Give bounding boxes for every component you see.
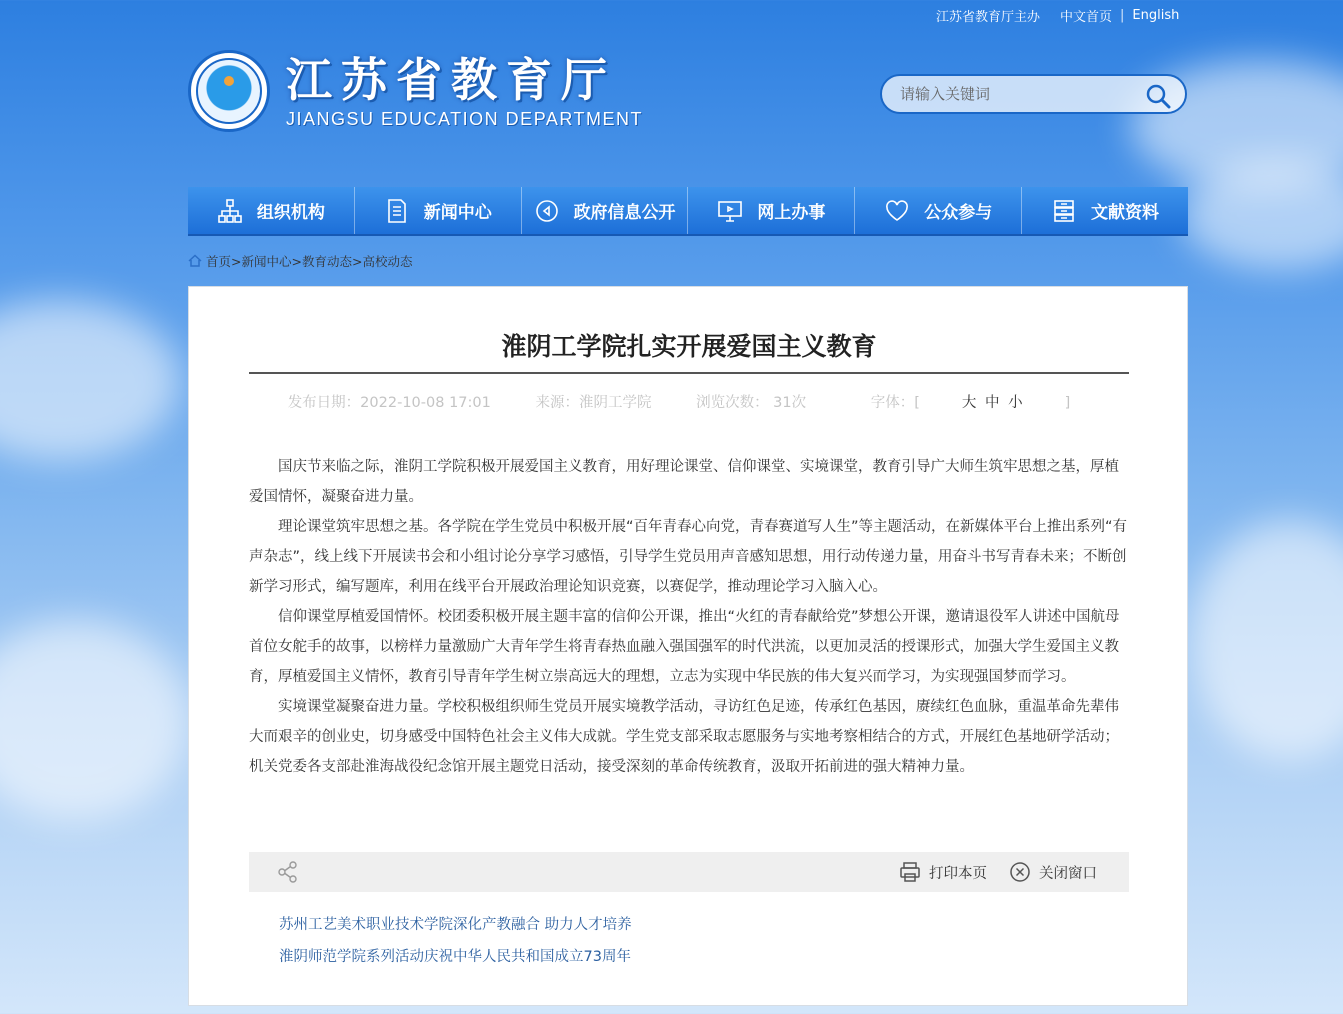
breadcrumb-home[interactable]: 首页 — [206, 254, 232, 269]
search-box — [880, 74, 1187, 114]
org-chart-icon — [217, 198, 243, 224]
search-icon[interactable] — [1145, 83, 1171, 109]
related-links — [279, 909, 632, 973]
archive-icon — [1051, 198, 1077, 224]
logo-name-en: JIANGSU EDUCATION DEPARTMENT — [286, 108, 644, 129]
nav-item-news[interactable] — [355, 187, 522, 234]
nav-item-label: 网上办事 — [757, 203, 826, 223]
nav-item-gov-info[interactable] — [522, 187, 689, 234]
heart-icon — [884, 198, 910, 224]
breadcrumb-sep: > — [231, 253, 242, 269]
play-circle-icon — [534, 198, 560, 224]
close-window-button[interactable] — [1009, 852, 1097, 892]
nav-item-online-service[interactable] — [688, 187, 855, 234]
nav-item-label: 政府信息公开 — [573, 203, 676, 223]
top-link-separator: | — [1120, 8, 1125, 23]
home-cn-link[interactable]: 中文首页 — [1060, 10, 1113, 25]
article-paragraph: 理论课堂筑牢思想之基。各学院在学生党员中积极开展“百年青春心向党，青春赛道写人生”等主题活动，在新媒体平台上推出系列“有声杂志”，线上线下开展读书会和小组讨论分享学习感悟，引导学生党员用声音感知思想，用行动传递力量，用奋斗书写青春未来；不断创新学习形式，编写题库，利用在线平台开展政治理论知识竞赛，以赛促学，推动理论学习入脑入心。 — [249, 519, 1128, 595]
article-paragraph: 实境课堂凝聚奋进力量。学校积极组织师生党员开展实境教学活动，寻访红色足迹，传承红色基因，赓续红色血脉，重温革命先辈伟大而艰辛的创业史，切身感受中国特色社会主义伟大成就。学生党支部采取志愿服务与实地考察相结合的方式，开展红色基地研学活动；机关党委各支部赴淮海战役纪念馆开展主题党日活动，接受深刻的革命传统教育，汲取开拓前进的强大精神力量。 — [249, 699, 1119, 775]
close-label: 关闭窗口 — [1039, 865, 1097, 882]
host-text: 江苏省教育厅主办 — [936, 10, 1041, 25]
font-small-button[interactable]: 小 — [1008, 395, 1023, 411]
home-icon — [188, 254, 202, 268]
monitor-icon — [717, 198, 743, 224]
article-title: 淮阴工学院扎实开展爱国主义教育 — [501, 332, 877, 361]
article-paragraph: 信仰课堂厚植爱国情怀。校团委积极开展主题丰富的信仰公开课，推出“火红的青春献给党”梦想公开课，邀请退役军人讲述中国航母首位女舵手的故事，以榜样力量激励广大青年学生将青春热血融入强国强军的时代洪流，以更加灵活的授课形式，加强大学生爱国主义教育，厚植爱国主义情怀，教育引导青年学生树立崇高远大的理想，立志为实现中华民族的伟大复兴而学习，为实现强国梦而学习。 — [249, 609, 1120, 685]
view-count: 浏览次数： 31次 — [696, 395, 807, 411]
cloud-decoration — [1190, 520, 1343, 760]
breadcrumb-sep: > — [352, 253, 363, 269]
cloud-decoration — [0, 620, 190, 820]
printer-icon — [899, 861, 921, 883]
site-logo[interactable] — [188, 50, 643, 132]
breadcrumb — [188, 252, 413, 270]
font-size-control: 字体：[ 大 中 小 ] — [870, 395, 1071, 411]
related-link[interactable]: 苏州工艺美术职业技术学院深化产教融合 助力人才培养 — [279, 917, 632, 933]
article-source: 来源：淮阴工学院 — [535, 395, 652, 411]
share-icon[interactable] — [277, 861, 299, 883]
breadcrumb-university-news[interactable]: 高校动态 — [362, 254, 413, 269]
article-toolbar — [249, 852, 1129, 892]
nav-item-archives[interactable] — [1022, 187, 1188, 234]
cloud-decoration — [0, 300, 180, 460]
related-link[interactable]: 淮阴师范学院系列活动庆祝中华人民共和国成立73周年 — [279, 949, 631, 965]
breadcrumb-edu-news[interactable]: 教育动态 — [302, 254, 353, 269]
article-panel — [188, 286, 1188, 1006]
logo-name-cn: 江苏省教育厅 — [286, 52, 616, 107]
top-links — [936, 6, 1179, 25]
publish-date: 发布日期：2022-10-08 17:01 — [287, 395, 491, 411]
print-label: 打印本页 — [929, 865, 987, 882]
document-icon — [384, 198, 410, 224]
nav-item-label: 组织机构 — [256, 203, 325, 223]
search-input[interactable] — [900, 85, 1140, 103]
article-meta — [249, 391, 1129, 412]
title-divider — [249, 372, 1129, 374]
main-nav — [188, 187, 1188, 236]
nav-item-label: 新闻中心 — [423, 203, 492, 223]
breadcrumb-sep: > — [291, 253, 302, 269]
english-link[interactable]: English — [1132, 8, 1180, 23]
article-body — [249, 452, 1129, 782]
nav-item-label: 文献资料 — [1091, 203, 1160, 223]
breadcrumb-news[interactable]: 新闻中心 — [241, 254, 292, 269]
nav-item-public[interactable] — [855, 187, 1022, 234]
emblem-icon — [188, 50, 270, 132]
close-icon — [1009, 861, 1031, 883]
nav-item-org[interactable] — [188, 187, 355, 234]
font-medium-button[interactable]: 中 — [985, 395, 1000, 411]
print-button[interactable] — [899, 852, 987, 892]
font-large-button[interactable]: 大 — [961, 395, 977, 411]
article-paragraph: 国庆节来临之际，淮阴工学院积极开展爱国主义教育，用好理论课堂、信仰课堂、实境课堂，教育引导广大师生筑牢思想之基，厚植爱国情怀，凝聚奋进力量。 — [249, 459, 1119, 505]
nav-item-label: 公众参与 — [924, 203, 993, 223]
